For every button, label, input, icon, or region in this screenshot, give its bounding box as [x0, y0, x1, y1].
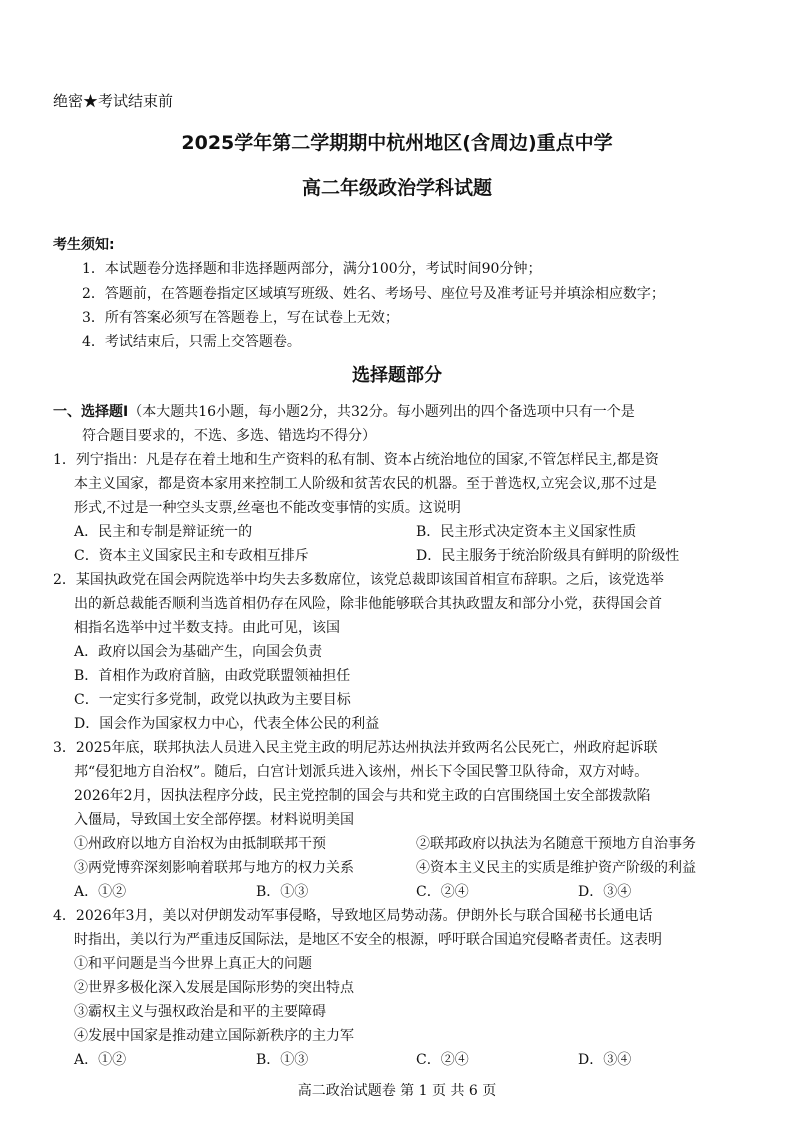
q2-option-c: C．一定实行多党制，政党以执政为主要目标 — [74, 692, 351, 708]
q2-stem-line: 出的新总裁能否顺利当选首相仍存在风险，除非他能够联合其执政盟友和部分小党，获得国会首 — [74, 596, 662, 612]
section-title: 选择题部分 — [352, 365, 442, 386]
note-item: 1．本试题卷分选择题和非选择题两部分，满分100分，考试时间90分钟； — [82, 261, 542, 277]
q2-stem-line: 2．某国执政党在国会两院选举中均失去多数席位，该党总裁即该国首相宣布辞职。之后，该党选举 — [53, 572, 664, 588]
q4-statement-2: ②世界多极化深入发展是国际形势的突出特点 — [74, 980, 354, 996]
part-desc: （本大题共16小题，每小题2分，共32分。每小题列出的四个备选项中只有一个是 — [128, 404, 635, 420]
q4-option-d: D．③④ — [578, 1052, 632, 1068]
q3-statement-3: ③两党博弈深刻影响着联邦与地方的权力关系 — [74, 860, 354, 876]
q1-stem-line: 本主义国家，都是资本家用来控制工人阶级和贫苦农民的机器。至于普选权,立宪会议,那不过是 — [74, 476, 657, 492]
q1-stem-line: 1．列宁指出：凡是存在着土地和生产资料的私有制、资本占统治地位的国家,不管怎样民主,都是资 — [53, 452, 659, 468]
q1-option-b: B．民主形式决定资本主义国家性质 — [416, 524, 637, 540]
q2-option-d: D．国会作为国家权力中心，代表全体公民的利益 — [74, 716, 380, 732]
q4-statement-3: ③霸权主义与强权政治是和平的主要障碍 — [74, 1004, 326, 1020]
q3-option-b: B．①③ — [256, 884, 309, 900]
q3-option-d: D．③④ — [578, 884, 632, 900]
q1-stem-line: 形式,不过是一种空头支票,丝毫也不能改变事情的实质。这说明 — [74, 500, 461, 516]
q1-option-a: A．民主和专制是辩证统一的 — [74, 524, 253, 540]
q1-option-d: D．民主服务于统治阶级具有鲜明的阶级性 — [416, 548, 680, 564]
exam-subtitle: 高二年级政治学科试题 — [301, 177, 492, 199]
part-label: 一、选择题Ⅰ — [53, 404, 129, 420]
q3-stem-line: 3．2025年底，联邦执法人员进入民主党主政的明尼苏达州执法并致两名公民死亡，州政府起诉联 — [53, 740, 658, 756]
note-item: 3．所有答案必须写在答题卷上，写在试卷上无效； — [82, 310, 399, 326]
q2-stem-line: 相指名选举中过半数支持。由此可见，该国 — [74, 620, 340, 636]
q2-option-b: B．首相作为政府首脑，由政党联盟领袖担任 — [74, 668, 351, 684]
note-item: 2．答题前，在答题卷指定区域填写班级、姓名、考场号、座位号及准考证号并填涂相应数字； — [82, 286, 665, 302]
q3-option-a: A．①② — [74, 884, 127, 900]
q1-option-c: C．资本主义国家民主和专政相互排斥 — [74, 548, 309, 564]
q4-option-b: B．①③ — [256, 1052, 309, 1068]
note-item: 4．考试结束后，只需上交答题卷。 — [82, 334, 301, 350]
q4-option-a: A．①② — [74, 1052, 127, 1068]
part-instructions — [53, 401, 635, 421]
q3-stem-line: 2026年2月，因执法程序分歧，民主党控制的国会与共和党主政的白宫围绕国土安全部拨款陷 — [74, 788, 651, 804]
confidential-label: 绝密★考试结束前 — [53, 92, 174, 110]
q3-statement-1: ①州政府以地方自治权为由抵制联邦干预 — [74, 836, 326, 852]
q4-stem-line: 4．2026年3月，美以对伊朗发动军事侵略，导致地区局势动荡。伊朗外长与联合国秘书长通电话 — [53, 908, 653, 924]
notes-heading: 考生须知: — [53, 237, 115, 253]
q4-statement-1: ①和平问题是当今世界上真正大的问题 — [74, 956, 312, 972]
q4-option-c: C．②④ — [416, 1052, 469, 1068]
q3-statement-2: ②联邦政府以执法为名随意干预地方自治事务 — [416, 836, 696, 852]
exam-title: 2025学年第二学期期中杭州地区(含周边)重点中学 — [181, 132, 613, 154]
q3-stem-line: 入僵局，导致国土安全部停摆。材料说明美国 — [74, 812, 354, 828]
q3-stem-line: 邦“侵犯地方自治权”。随后，白宫计划派兵进入该州，州长下令国民警卫队待命，双方对峙。 — [74, 764, 649, 780]
page-footer: 高二政治试题卷 第 1 页 共 6 页 — [297, 1083, 497, 1099]
q3-statement-4: ④资本主义民主的实质是维护资产阶级的利益 — [416, 860, 696, 876]
part-desc-cont: 符合题目要求的，不选、多选、错选均不得分） — [82, 428, 376, 444]
q4-stem-line: 时指出，美以行为严重违反国际法，是地区不安全的根源，呼吁联合国追究侵略者责任。这表明 — [74, 932, 662, 948]
q4-statement-4: ④发展中国家是推动建立国际新秩序的主力军 — [74, 1028, 354, 1044]
q2-option-a: A．政府以国会为基础产生，向国会负责 — [74, 644, 323, 660]
q3-option-c: C．②④ — [416, 884, 469, 900]
